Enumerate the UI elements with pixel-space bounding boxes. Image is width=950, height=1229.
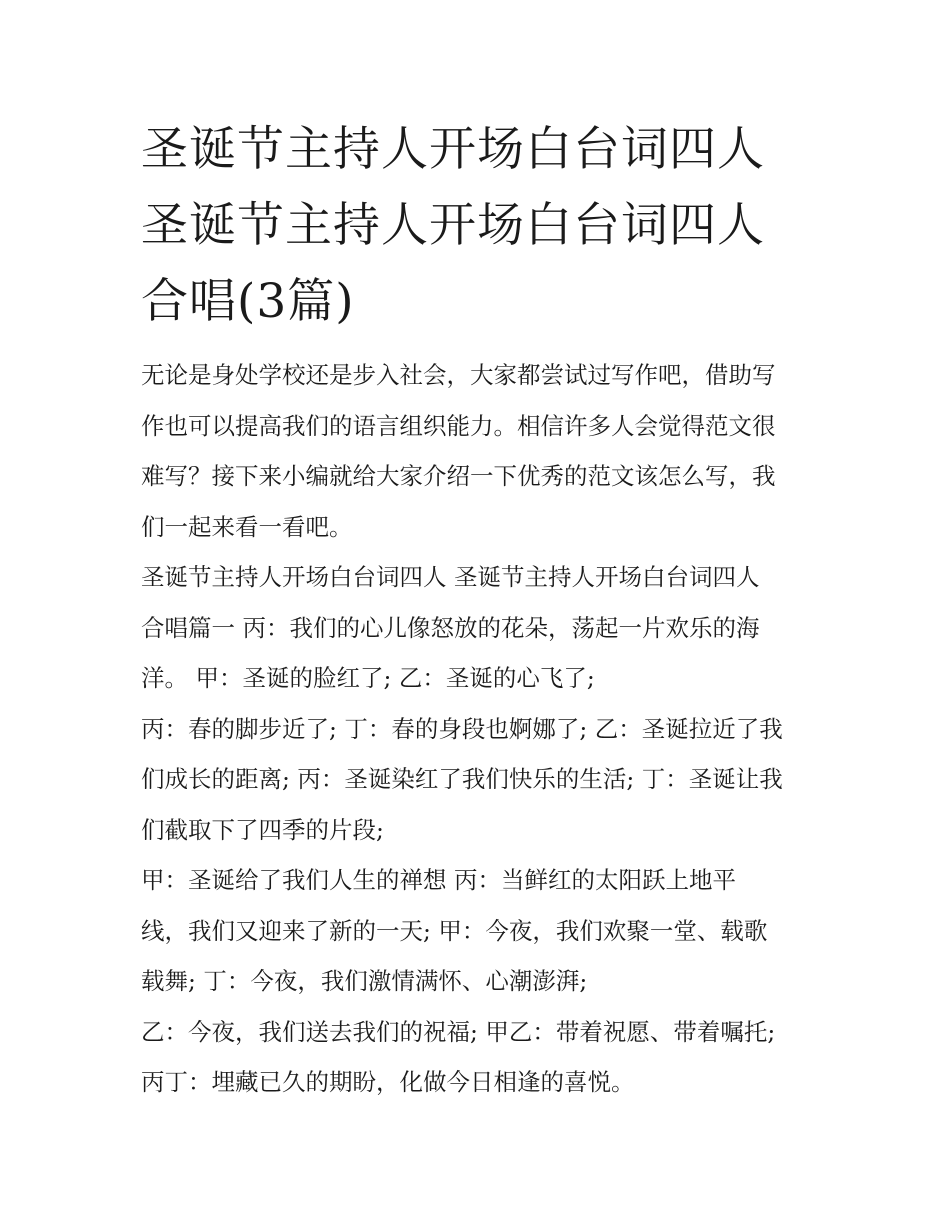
text-line: 难写？接下来小编就给大家介绍一下优秀的范文该怎么写，我 (141, 462, 776, 490)
text-line: 们一起来看一看吧。 (141, 512, 353, 541)
text-line: 载舞; 丁：今夜，我们激情满怀、心潮澎湃; (141, 967, 588, 995)
text-line: 无论是身处学校还是步入社会，大家都尝试过写作吧，借助写 (141, 361, 776, 389)
text-line: 甲：圣诞给了我们人生的禅想 丙：当鲜红的太阳跃上地平 (141, 866, 736, 894)
title-line: 圣诞节主持人开场白台词四人 (141, 122, 765, 177)
title-line: 圣诞节主持人开场白台词四人 (141, 198, 765, 253)
document-title (141, 112, 813, 340)
text-line: 乙：今夜，我们送去我们的祝福; 甲乙：带着祝愿、带着嘱托; (141, 1017, 776, 1046)
text-line: 圣诞节主持人开场白台词四人 圣诞节主持人开场白台词四人 (141, 563, 760, 591)
document-page (141, 112, 813, 1108)
text-line: 作也可以提高我们的语言组织能力。相信许多人会觉得范文很 (141, 411, 776, 440)
intro-paragraph (141, 350, 813, 552)
body-paragraph (141, 552, 813, 704)
text-line: 丙：春的脚步近了; 丁：春的身段也婀娜了; 乙：圣诞拉近了我 (141, 714, 783, 743)
text-line: 们截取下了四季的片段; (141, 815, 384, 844)
body-paragraph (141, 855, 813, 1007)
title-line: 合唱(3篇) (141, 274, 355, 329)
text-line: 合唱篇一 丙：我们的心儿像怒放的花朵，荡起一片欢乐的海 (141, 613, 760, 642)
text-line: 线，我们又迎来了新的一天; 甲：今夜，我们欢聚一堂、载歌 (141, 916, 768, 945)
text-line: 丙丁：埋藏已久的期盼，化做今日相逢的喜悦。 (141, 1068, 635, 1096)
body-paragraph (141, 1007, 813, 1108)
body-paragraph (141, 704, 813, 856)
text-line: 们成长的距离; 丙：圣诞染红了我们快乐的生活; 丁：圣诞让我 (141, 765, 783, 793)
text-line: 洋。 甲：圣诞的脸红了; 乙：圣诞的心飞了; (141, 664, 595, 692)
